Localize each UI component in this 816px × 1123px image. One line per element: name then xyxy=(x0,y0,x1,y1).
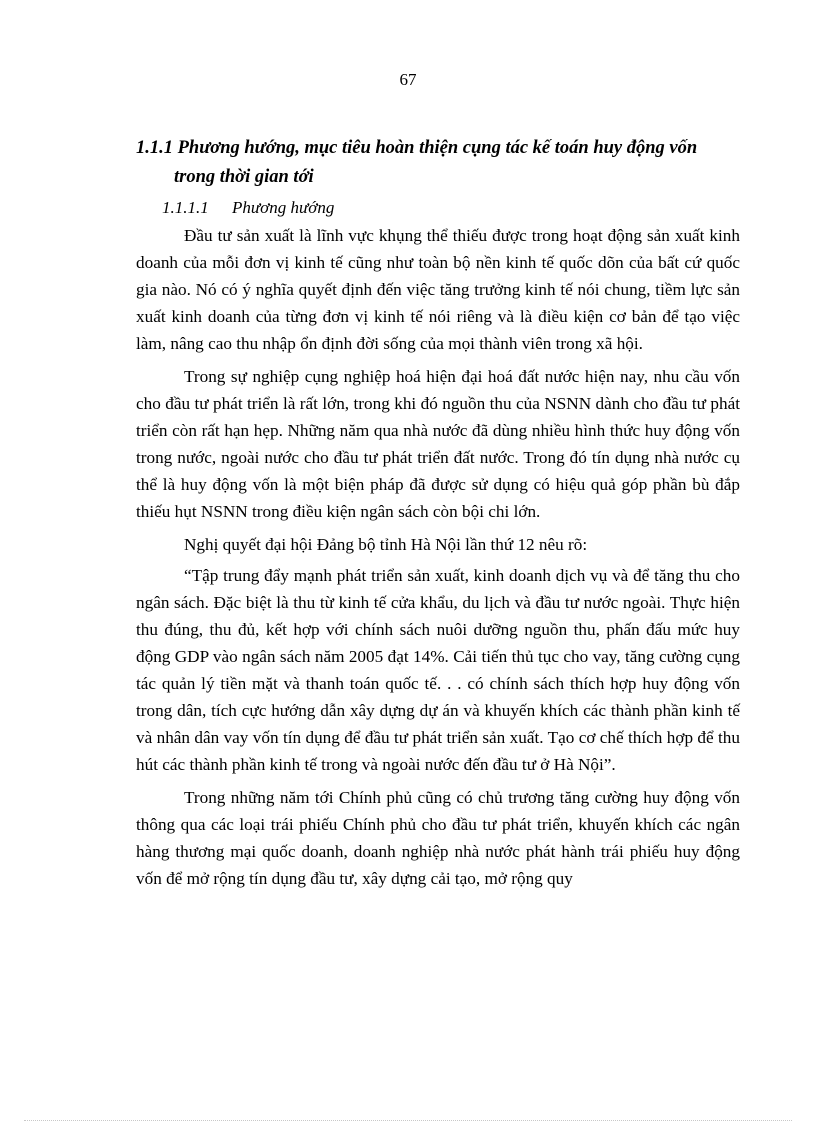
subsection-number: 1.1.1.1 xyxy=(162,198,209,217)
page-bottom-divider xyxy=(24,1120,792,1121)
section-heading-title-line-1: Phương hướng, mục tiêu hoàn thiện cụng tác kế toán huy động vốn xyxy=(177,138,698,158)
paragraph-government-bonds: Trong những năm tới Chính phủ cũng có chủ trương tăng cường huy động vốn thông qua các loại trái phiếu Chính phủ cho đầu tư phát triển, khuyến khích các ngân hàng thương mại quốc doanh, doanh nghiệp nhà nước phát hành trái phiếu huy động vốn để mở rộng tín dụng đầu tư, xây dựng cải tạo, mở rộng quy xyxy=(136,788,740,888)
section-heading-line-1 xyxy=(136,134,740,163)
page-number: 67 xyxy=(399,70,417,89)
paragraph-resolution-intro: Nghị quyết đại hội Đảng bộ tỉnh Hà Nội lần thứ 12 nêu rõ: xyxy=(184,535,588,554)
paragraph-resolution-quote: “Tập trung đẩy mạnh phát triển sản xuất, kinh doanh dịch vụ và để tăng thu cho ngân sách. Đặc biệt là thu từ kinh tế cửa khẩu, du lịch và đầu tư nước ngoài. Thực hiện thu đúng, thu đủ, kết hợp với chính sách nuôi dưỡng nguồn thu, phấn đấu mức huy động GDP vào ngân sách năm 2005 đạt 14%. Cải tiến thủ tục cho vay, tăng cường cụng tác quản lý tiền mặt và thanh toán quốc tế. . . có chính sách thích hợp huy động vốn trong dân, tích cực hướng dẫn xây dựng dự án và khuyến khích các thành phần kinh tế và nhân dân vay vốn tín dụng để đầu tư phát triển sản xuất. Tạo cơ chế thích hợp để thu hút các thành phần kinh tế trong và ngoài nước đến đầu tư ở Hà Nội”. xyxy=(136,566,740,774)
section-heading-title-line-2: trong thời gian tới xyxy=(174,167,314,187)
subsection-heading xyxy=(162,196,740,220)
section-heading-number: 1.1.1 xyxy=(136,138,173,158)
section-heading xyxy=(136,134,740,192)
subsection-title: Phương hướng xyxy=(232,198,335,217)
paragraph-investment-role: Đầu tư sản xuất là lĩnh vực khụng thể thiếu được trong hoạt động sản xuất kinh doanh của mỗi đơn vị kinh tế cũng như toàn bộ nền kinh tế quốc dõn của bất cứ quốc gia nào. Nó có ý nghĩa quyết định đến việc tăng trưởng kinh tế nói chung, tiềm lực sản xuất kinh doanh của từng đơn vị kinh tế nói riêng và là điều kiện cơ bản để tạo việc làm, nâng cao thu nhập ổn định đời sống của mọi thành viên trong xã hội. xyxy=(136,226,740,353)
paragraph-capital-needs: Trong sự nghiệp cụng nghiệp hoá hiện đại hoá đất nước hiện nay, nhu cầu vốn cho đầu tư phát triển là rất lớn, trong khi đó nguồn thu của NSNN dành cho đầu tư phát triển còn rất hạn hẹp. Những năm qua nhà nước đã dùng nhiều hình thức huy động vốn trong nước, ngoài nước cho đầu tư phát triển đất nước. Trong đó tín dụng nhà nước cụ thể là huy động vốn là một biện pháp đã được sử dụng có hiệu quả góp phần bù đắp thiếu hụt NSNN trong điều kiện ngân sách còn bội chi lớn. xyxy=(136,367,740,521)
page-content xyxy=(136,134,740,898)
